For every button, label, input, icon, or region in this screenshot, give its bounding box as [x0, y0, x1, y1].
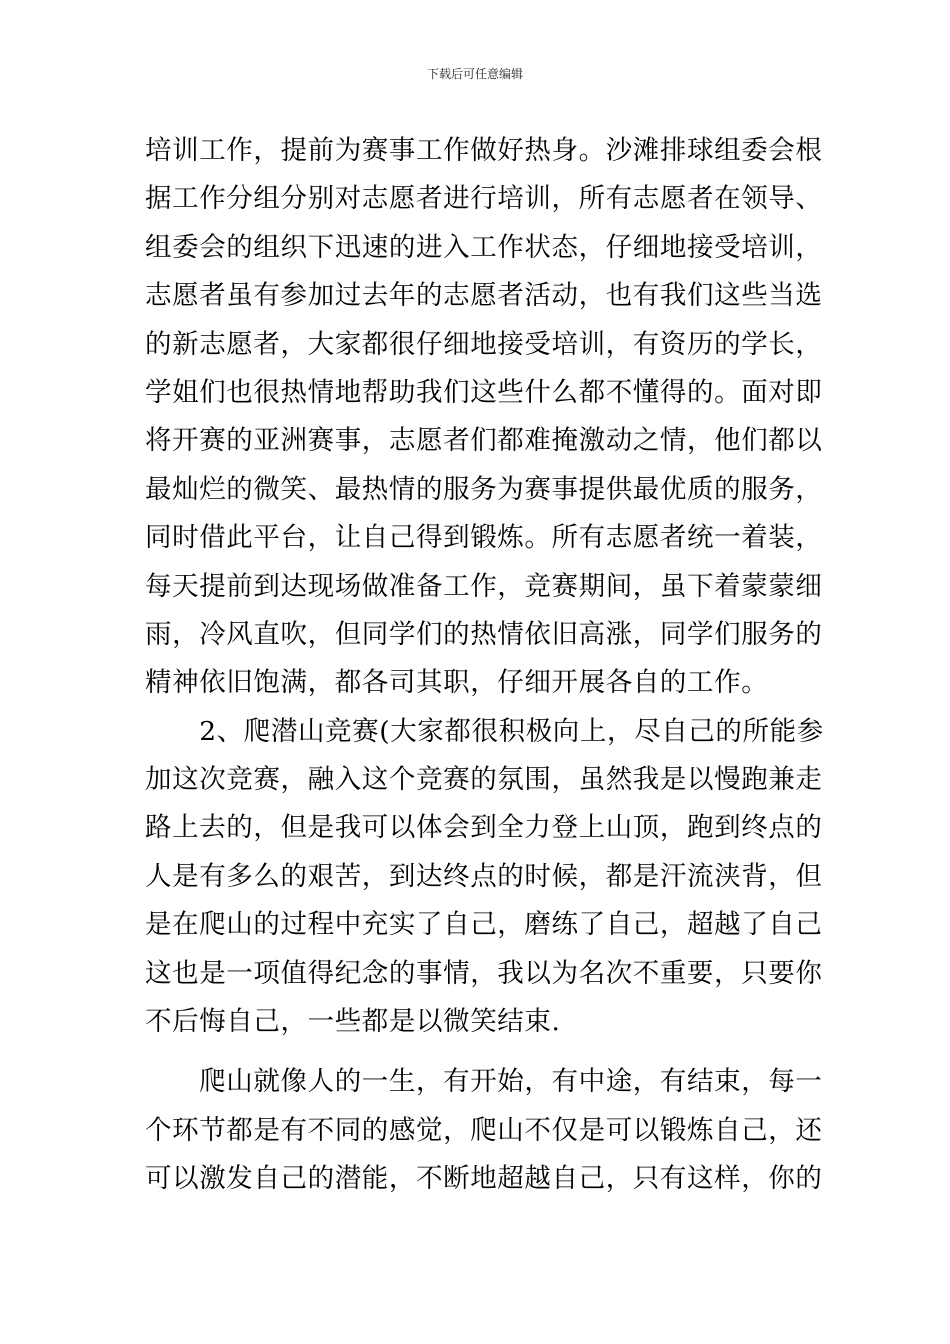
text-line: 最灿烂的微笑、最热情的服务为赛事提供最优质的服务， — [145, 473, 823, 505]
text-line: 这也是一项值得纪念的事情，我以为名次不重要，只要你 — [145, 957, 823, 989]
text-line: 同时借此平台，让自己得到锻炼。所有志愿者统一着装， — [145, 522, 823, 554]
text-line: 精神依旧饱满，都各司其职，仔细开展各自的工作。 — [145, 667, 769, 699]
text-line: 人是有多么的艰苦，到达终点的时候，都是汗流浃背，但 — [145, 860, 823, 892]
text-line: 不后悔自己，一些都是以微笑结束. — [145, 1006, 561, 1038]
paragraph-gap — [145, 1046, 810, 1058]
text-line: 雨，冷风直吹，但同学们的热情依旧高涨，同学们服务的 — [145, 618, 823, 650]
text-line: 爬山就像人的一生，有开始，有中途，有结束，每一 — [145, 1066, 823, 1098]
text-line: 的新志愿者，大家都很仔细地接受培训，有资历的学长， — [145, 328, 823, 360]
text-line: 路上去的，但是我可以体会到全力登上山顶，跑到终点的 — [145, 812, 823, 844]
text-line: 据工作分组分别对志愿者进行培训，所有志愿者在领导、 — [145, 183, 823, 215]
text-line: 是在爬山的过程中充实了自己，磨练了自己，超越了自己 — [145, 909, 823, 941]
text-line: 组委会的组织下迅速的进入工作状态，仔细地接受培训， — [145, 231, 823, 263]
text-line: 加这次竞赛，融入这个竞赛的氛围，虽然我是以慢跑兼走 — [145, 764, 823, 796]
text-line: 志愿者虽有参加过去年的志愿者活动，也有我们这些当选 — [145, 280, 823, 312]
page-header: 下载后可任意编辑 — [426, 67, 523, 81]
text-line: 将开赛的亚洲赛事，志愿者们都难掩激动之情，他们都以 — [145, 425, 823, 457]
text-line: 每天提前到达现场做准备工作，竞赛期间，虽下着蒙蒙细 — [145, 570, 823, 602]
text-line: 学姐们也很热情地帮助我们这些什么都不懂得的。面对即 — [145, 376, 823, 408]
text-line: 2、爬潜山竞赛(大家都很积极向上，尽自己的所能参 — [145, 715, 824, 747]
text-line: 可以激发自己的潜能，不断地超越自己，只有这样，你的 — [145, 1163, 823, 1195]
text-line: 个环节都是有不同的感觉，爬山不仅是可以锻炼自己，还 — [145, 1114, 823, 1146]
text-line: 培训工作，提前为赛事工作做好热身。沙滩排球组委会根 — [145, 135, 823, 166]
document-body — [145, 127, 824, 1204]
